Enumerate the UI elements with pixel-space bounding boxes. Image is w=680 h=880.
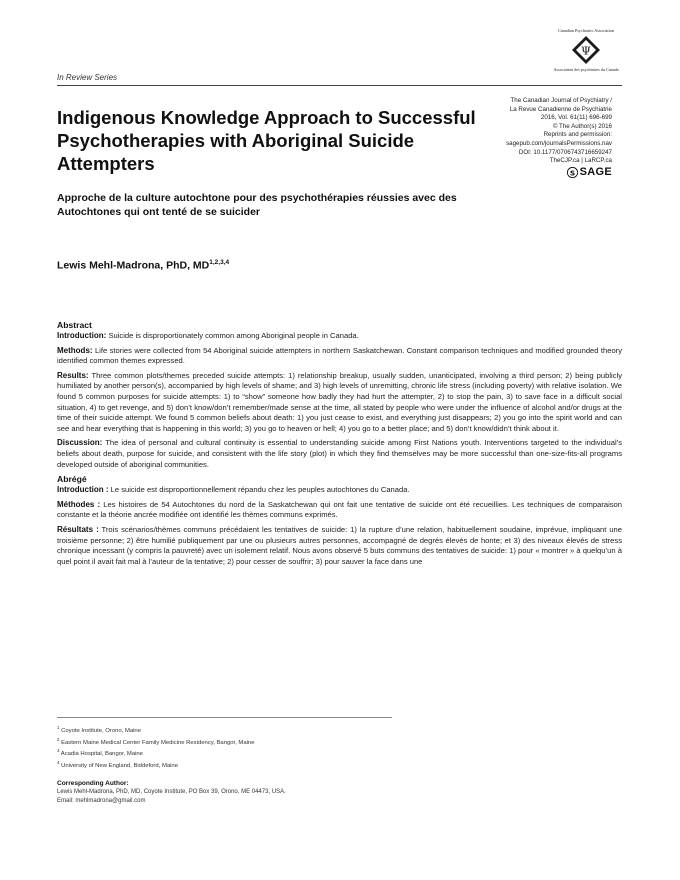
section-text: Suicide is disproportionately common among Aboriginal people in Canada.: [106, 331, 359, 340]
abrege-paragraph: [57, 485, 622, 496]
journal-line: The Canadian Journal of Psychiatry /: [510, 97, 612, 104]
journal-website[interactable]: TheCJP.ca | LaRCP.ca: [549, 157, 612, 165]
footnote-text: Coyote Institute, Orono, Maine: [61, 727, 141, 734]
footnote-number: 1: [57, 725, 60, 730]
section-label: Discussion:: [57, 438, 103, 448]
section-label: Résultats :: [57, 524, 99, 534]
section-label: Introduction:: [57, 331, 107, 340]
section-text: Le suicide est disproportionnellement répandu chez les peuples autochtones du Canada.: [108, 485, 410, 495]
abrege-paragraph: [57, 500, 622, 521]
footnote-item: [57, 724, 507, 736]
article-title: Indigenous Knowledge Approach to Successful Psychotherapies with Aboriginal Suicide Attempters: [57, 107, 476, 174]
footnote-text: Eastern Maine Medical Center Family Medicine Residency, Bangor, Maine: [61, 739, 255, 746]
footnote-number: 2: [57, 736, 60, 742]
svg-text:Ψ: Ψ: [581, 44, 591, 58]
journal-line: 2016, Vol. 61(11) 696-699: [540, 114, 612, 122]
corresponding-label: Corresponding Author:: [57, 780, 129, 787]
abrege-heading: Abrégé: [57, 474, 87, 485]
corresponding-author: [57, 780, 557, 805]
series-label: In Review Series: [57, 73, 118, 82]
abrege-paragraph: [57, 525, 622, 567]
journal-line: Reprints and permission:: [543, 131, 612, 139]
section-label: Methods:: [57, 345, 93, 355]
sage-logo: [455, 167, 612, 178]
section-text: Les histoires de 54 Autochtones du nord de la Saskatchewan qui ont fait une tentative de suicide ont été recueillies. Les techniques de comparaison constante et la théorie ancrée modifiée ont identifié les thèmes communs exprimés.: [57, 499, 622, 520]
logo-top-text: Canadian Psychiatric Association: [557, 28, 615, 33]
section-text: The idea of personal and cultural continuity is essential to understanding suicide among First Nations youth. Interventions targeted to the individual’s beliefs about death, purpose for suicide, and consistent with the life story (plot) in which they find themselves may be more successful than one-size-fits-all programs developed outside of aboriginal communities.: [57, 438, 622, 469]
journal-doi[interactable]: DOI: 10.1177/0706743716659247: [518, 148, 612, 156]
abstract-paragraph: [57, 331, 622, 342]
journal-line: La Revue Canadienne de Psychiatrie: [509, 105, 612, 113]
section-text: Three common plots/themes preceded suicide attempts: 1) relationship breakup, usually sudden, unanticipated, involving a third person; 2) being publicly humiliated by another person(s), accompanied by high levels of shame; and 3) high levels of unremitting, chronic life stress (including poverty) with relative isolation. We found 5 common purposes for suicide attempts: 1) to “show” someone how badly they had hurt the attempter, 2) to stop the pain, 3) to save face in a difficult social situation, 4) to get revenge, and 5) don’t know/don’t remember/made sense at the time, all stated by people who were under the influence of alcohol and/or drugs at the time of their suicide attempt. We found 5 common beliefs about death: 1) you just cease to exist, and everything just disappears; 2) you go into the spirit world and can see and hear everything that is happening in this world; 3) you go to heaven or hell; 4) you go to a better place; and 5) don’t know/didn’t think about it.: [57, 370, 622, 433]
author-name: Lewis Mehl-Madrona, PhD, MD: [57, 259, 210, 272]
footnote-item: [57, 736, 507, 748]
cpa-logo: [550, 28, 622, 72]
logo-bottom-text: Association des psychiatres du Canada: [553, 67, 619, 72]
footnote-text: University of New England, Biddeford, Maine: [61, 762, 178, 769]
abstract-block: [57, 320, 622, 571]
journal-link[interactable]: sagepub.com/journalsPermissions.nav: [506, 139, 612, 147]
section-label: Introduction :: [57, 485, 109, 495]
footnote-number: 4: [57, 759, 60, 765]
author-line: [57, 259, 229, 272]
corresponding-address: Lewis Mehl-Madrona, PhD, MD, Coyote Institute, PO Box 39, Orono, ME 04473, USA.: [57, 789, 286, 796]
section-text: Trois scénarios/thèmes communs précédaient les tentatives de suicide: 1) la rupture d’une relation, habituellement soudaine, imprévue, impliquant une troisième personne; 2) être humilié publiquement par une ou plusieurs autres personnes, accompagné de degrés élevés de honte; et 3) des niveaux élevés de stress chronique incessant (y compris la pauvreté) avec un isolement relatif. Nous avons observé 5 buts communs des tentatives de suicide: 1) pour « montrer » à quelqu’un à quel point il avait fait mal à l’auteur de la tentative; 2) pour cesser de souffrir; 3) pour sauver la face dans une: [57, 524, 622, 566]
abstract-paragraph: [57, 346, 622, 367]
sage-s-icon: [567, 167, 578, 178]
author-affiliations: 1,2,3,4: [209, 259, 230, 266]
article-subtitle-fr: Approche de la culture autochtone pour des psychothérapies réussies avec des Autochtones qui ont tenté de se suicider: [57, 192, 457, 218]
section-text: Life stories were collected from 54 Aboriginal suicide attempters in northern Saskatchewan. Constant comparison techniques and modified grounded theory identified common themes expressed.: [57, 345, 622, 366]
abstract-heading: Abstract: [57, 320, 92, 330]
affiliation-footnotes: [57, 724, 507, 770]
abstract-paragraph: [57, 371, 622, 435]
header-rule: [57, 85, 622, 86]
section-label: Results:: [57, 370, 89, 380]
corresponding-email[interactable]: Email: mehlmadrona@gmail.com: [57, 797, 146, 804]
footnote-text: Acadia Hospital, Bangor, Maine: [60, 751, 143, 758]
footnote-item: [57, 759, 507, 771]
publisher-name: SAGE: [579, 165, 612, 178]
footnote-rule: [57, 717, 392, 718]
psi-diamond-logo-icon: [571, 35, 601, 65]
journal-info: [455, 97, 612, 178]
abstract-paragraph: [57, 438, 622, 470]
footnote-number: 3: [57, 748, 60, 754]
journal-line: © The Author(s) 2016: [552, 122, 612, 130]
section-label: Méthodes :: [57, 499, 101, 509]
footnote-item: [57, 747, 507, 759]
svg-text:S: S: [569, 168, 575, 177]
